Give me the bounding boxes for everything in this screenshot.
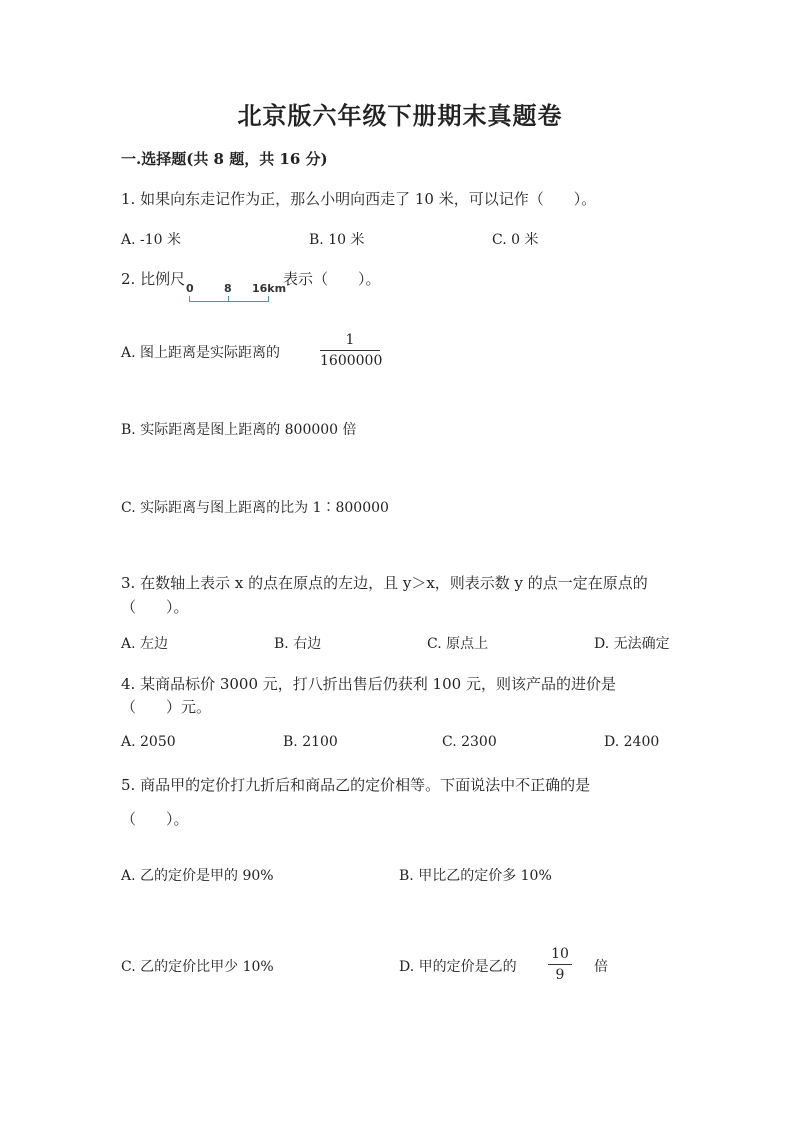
scale-bar-graphic [186,282,287,306]
scale-label-8: 8 [224,282,232,295]
question-2-prefix: 2. 比例尺 [121,270,186,288]
question-4-option-a[interactable]: A. 2050 [121,734,176,750]
question-1-option-a[interactable]: A. -10 米 [121,232,182,248]
question-3-option-c[interactable]: C. 原点上 [427,636,489,652]
fraction-numerator: 1 [345,332,355,348]
question-2-suffix: 表示（ ）。 [283,270,381,288]
question-5-option-d-suffix: 倍 [594,959,608,975]
question-5-option-b[interactable]: B. 甲比乙的定价多 10% [399,868,552,884]
question-5-option-a[interactable]: A. 乙的定价是甲的 90% [121,868,274,884]
scale-tick-mid [228,296,229,301]
fraction-numerator: 10 [551,946,569,962]
question-4-line-2: （ ）元。 [121,698,212,716]
question-3-line-1: 3. 在数轴上表示 x 的点在原点的左边，且 y＞x，则表示数 y 的点一定在原点的 [121,574,648,592]
scale-label-0: 0 [186,282,194,295]
section-heading: 一.选择题(共 8 题，共 16 分) [121,150,328,168]
question-4-option-d[interactable]: D. 2400 [604,734,660,750]
question-3-option-a[interactable]: A. 左边 [121,636,169,652]
question-1-option-c[interactable]: C. 0 米 [492,232,539,248]
scale-tick-start [189,296,190,301]
question-5-line-2: （ ）。 [121,810,189,828]
question-2-option-b[interactable]: B. 实际距离是图上距离的 800000 倍 [121,422,357,438]
question-2-option-c[interactable]: C. 实际距离与图上距离的比为 1∶800000 [121,500,389,516]
question-4-option-b[interactable]: B. 2100 [283,734,338,750]
scale-label-16km: 16km [252,282,287,295]
question-4-line-1: 4. 某商品标价 3000 元，打八折出售后仍获利 100 元，则该产品的进价是 [121,675,616,693]
question-5-option-d[interactable]: D. 甲的定价是乙的 [399,959,517,975]
fraction-1-over-1600000 [320,332,383,369]
question-1-text: 1. 如果向东走记作为正，那么小明向西走了 10 米，可以记作（ ）。 [121,190,597,208]
question-5-option-c[interactable]: C. 乙的定价比甲少 10% [121,959,274,975]
question-5-line-1: 5. 商品甲的定价打九折后和商品乙的定价相等。下面说法中不正确的是 [121,776,591,794]
question-2-option-a[interactable]: A. 图上距离是实际距离的 [121,345,281,361]
fraction-denominator: 9 [555,967,565,983]
question-3-line-2: （ ）。 [121,598,189,616]
question-3-option-d[interactable]: D. 无法确定 [594,636,670,652]
fraction-denominator: 1600000 [320,353,383,369]
question-1-option-b[interactable]: B. 10 米 [309,232,365,248]
fraction-10-over-9 [548,947,572,982]
question-3-option-b[interactable]: B. 右边 [274,636,322,652]
scale-line [189,301,269,302]
question-4-option-c[interactable]: C. 2300 [442,734,497,750]
page-title: 北京版六年级下册期末真题卷 [237,101,563,130]
scale-tick-end [268,296,269,301]
